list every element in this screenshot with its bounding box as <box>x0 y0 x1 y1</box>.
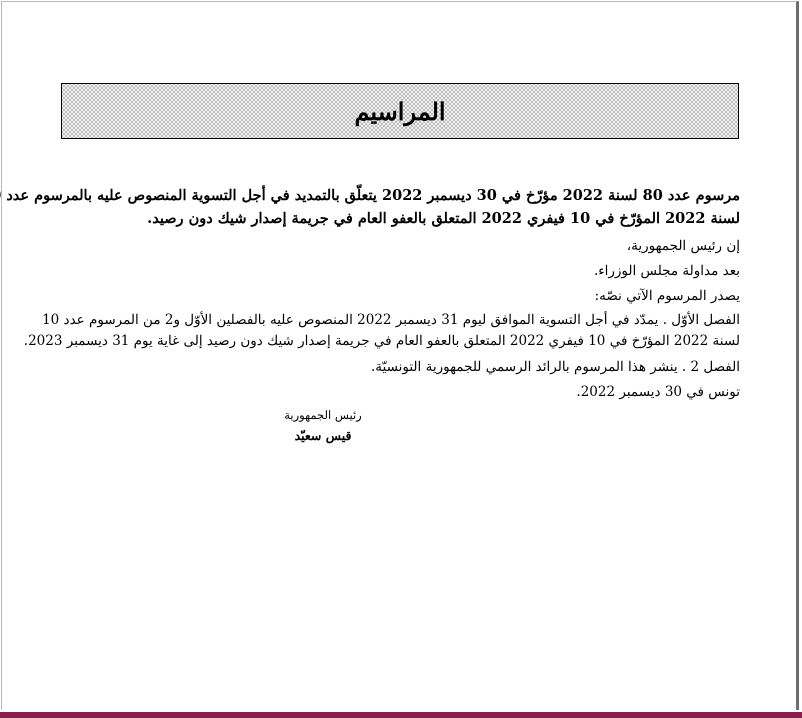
article-1-line-2: لسنة 2022 المؤرّخ في 10 فيفري 2022 المتعلق بالعفو العام في جريمة إصدار شيك دون رصيد إلى غاية يوم 31 ديسمبر 2023. <box>23 333 740 349</box>
window-bottom-bar <box>0 712 802 718</box>
section-title-box <box>61 83 739 139</box>
section-title: المراسيم <box>354 96 446 126</box>
decree-title-line-1: مرسوم عدد 80 لسنة 2022 مؤرّخ في 30 ديسمبر 2022 يتعلّق بالتمديد في أجل التسوية المنصوص عليه بالمرسوم عدد <box>6 187 740 204</box>
article-2: الفصل 2 . ينشر هذا المرسوم بالرائد الرسمي للجمهورية التونسيّة. <box>370 359 740 375</box>
decree-title-line-2: لسنة 2022 المؤرّخ في 10 فيفري 2022 المتعلق بالعفو العام في جريمة إصدار شيك دون رصيد. <box>147 210 740 227</box>
signature-name: قيس سعيّد <box>294 428 352 443</box>
date-line: تونس في 30 ديسمبر 2022. <box>576 384 740 400</box>
article-1-line-1: الفصل الأوّل . يمدّد في أجل التسوية الموافق ليوم 31 ديسمبر 2022 المنصوص عليه بالفصلين الأوّل و2 من المرسوم عدد 10 <box>42 312 740 328</box>
preamble-line-3: يصدر المرسوم الآتي نصّه: <box>594 288 740 304</box>
preamble-line-2: بعد مداولة مجلس الوزراء. <box>593 263 740 279</box>
preamble-line-1: إن رئيس الجمهورية، <box>626 238 740 254</box>
signature-title: رئيس الجمهورية <box>284 408 362 422</box>
